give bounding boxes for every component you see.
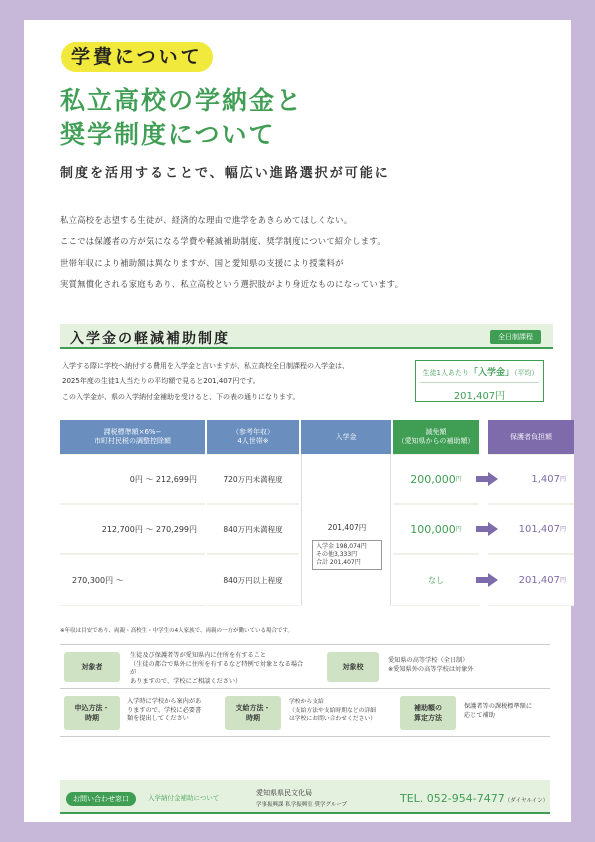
school-label: 対象校 bbox=[327, 652, 379, 682]
info-divider bbox=[60, 644, 550, 645]
criteria-line: 応じて補助 bbox=[464, 711, 495, 719]
contact-org: 愛知県県民文化局 bbox=[256, 789, 312, 797]
page-subtitle: 制度を活用することで、幅広い進路選択が可能に bbox=[60, 166, 390, 181]
average-key: 「入学金」 bbox=[468, 368, 514, 378]
intro-line: 実質無償化される家庭もあり、私立高校という選択肢がより身近なものになっています。 bbox=[60, 278, 404, 289]
average-fee-box bbox=[415, 360, 544, 402]
target-label: 対象者 bbox=[64, 652, 120, 682]
apply-line: 類を提出してください bbox=[127, 715, 189, 722]
fee-total: 201,407円 bbox=[327, 523, 367, 532]
description-line: 入学する際に学校へ納付する費用を入学金と言いますが、私立高校全日制課程の入学金は、 bbox=[62, 362, 349, 370]
reduction-value: 100,000 bbox=[410, 522, 456, 536]
tax-range: 270,300円 〜 bbox=[60, 555, 205, 605]
header-tax: 課税標準額×6%− 市町村民税の調整控除額 bbox=[60, 420, 205, 454]
contact-tag: お問い合わせ窓口 bbox=[66, 792, 136, 806]
payment-line: 学校から支給 bbox=[289, 699, 324, 705]
tel-dial: （ダイヤルイン） bbox=[504, 798, 549, 804]
yen-unit: 円 bbox=[559, 576, 566, 584]
payment-line: は学校にお問い合わせください） bbox=[289, 716, 376, 722]
income-range: 720万円未満程度 bbox=[207, 455, 299, 503]
course-tag: 全日制課程 bbox=[490, 330, 541, 344]
criteria-line: 保護者等の課税標準額に bbox=[464, 703, 533, 710]
contact-dept: 学事振興課 私学振興室 奨学グループ bbox=[256, 802, 348, 808]
fee-breakdown-line: 入学金 198,074円 bbox=[316, 543, 367, 550]
title-line-2: 奨学制度について bbox=[60, 120, 276, 149]
page-sheet bbox=[24, 20, 571, 822]
fee-breakdown-line: 合計 201,407円 bbox=[316, 559, 361, 566]
average-prefix: 生徒1人あたり bbox=[422, 369, 469, 377]
school-text bbox=[388, 657, 548, 674]
reduction-value: 200,000 bbox=[410, 472, 456, 486]
contact-bar bbox=[60, 780, 550, 814]
arrow-right-icon bbox=[476, 472, 498, 486]
yen-unit: 円 bbox=[559, 475, 566, 483]
income-range: 840万円未満程度 bbox=[207, 505, 299, 553]
info-divider bbox=[60, 688, 550, 689]
contact-subject: 入学納付金補助について bbox=[148, 794, 220, 802]
tel-number: TEL. 052-954-7477 bbox=[400, 792, 505, 805]
intro-line: 世帯年収により補助額は異なりますが、国と愛知県の支援により授業料が bbox=[60, 257, 344, 268]
average-divider bbox=[420, 382, 539, 383]
section-title: 入学金の軽減補助制度 bbox=[70, 331, 230, 347]
fee-breakdown bbox=[312, 540, 382, 570]
target-line: ありますので、学校にご相談ください） bbox=[130, 677, 242, 685]
apply-line: りますので、学校に必要書 bbox=[127, 706, 202, 714]
payment-value: 1,407 bbox=[531, 473, 560, 485]
header-fee: 入学金 bbox=[301, 420, 391, 454]
payment-line: （支給方法や支給時期などの詳細 bbox=[289, 707, 376, 714]
payment-method-label: 支給方法・ 時期 bbox=[225, 696, 281, 730]
yen-unit: 円 bbox=[559, 525, 566, 533]
description-line: 2025年度の生徒1人当たりの平均額で見ると201,407円です。 bbox=[62, 377, 260, 386]
description-line: この入学金が、県の入学納付金補助を受けると、下の表の通りになります。 bbox=[62, 392, 300, 401]
intro-text bbox=[60, 210, 540, 295]
payment-method-text bbox=[289, 698, 394, 724]
reduction-amount bbox=[393, 555, 479, 605]
payment-amount bbox=[488, 455, 574, 503]
apply-label: 申込方法・ 時期 bbox=[64, 696, 120, 730]
contact-tel bbox=[400, 792, 548, 805]
target-line: 生徒及び保護者等が愛知県内に住所を有すること bbox=[130, 652, 267, 659]
reduction-value: なし bbox=[428, 575, 444, 585]
arrow-right-icon bbox=[476, 522, 498, 536]
income-range: 840万円以上程度 bbox=[207, 555, 299, 605]
tax-range: 0円 〜 212,699円 bbox=[60, 455, 205, 503]
reduction-amount bbox=[393, 505, 479, 553]
payment-value: 201,407 bbox=[518, 574, 560, 586]
title-line-1: 私立高校の学納金と bbox=[60, 86, 304, 115]
average-label bbox=[420, 365, 541, 378]
header-reduction: 減免額 （愛知県からの補助額） bbox=[393, 420, 479, 454]
reduction-amount bbox=[393, 455, 479, 503]
school-line: ※愛知県外の高等学校は対象外 bbox=[388, 665, 474, 673]
school-line: 愛知県の高等学校（全日制） bbox=[388, 657, 469, 664]
criteria-label: 補助額の 算定方法 bbox=[400, 696, 456, 730]
apply-text bbox=[127, 698, 217, 724]
average-suffix: （平均） bbox=[513, 369, 539, 377]
yen-unit: 円 bbox=[455, 525, 462, 533]
header-income: （参考年収） 4人世帯※ bbox=[207, 420, 299, 454]
intro-line: ここでは保護者の方が気になる学費や軽減補助制度、奨学制度について紹介します。 bbox=[60, 236, 386, 247]
apply-line: 入学時に学校から案内があ bbox=[127, 698, 202, 705]
average-value: 201,407円 bbox=[453, 391, 506, 402]
yen-unit: 円 bbox=[455, 475, 462, 483]
info-divider bbox=[60, 736, 550, 737]
header-payment: 保護者負担額 bbox=[488, 420, 574, 454]
income-note: ※年収は目安であり、両親・高校生・中学生の4人家族で、両親の一方が働いている場合です。 bbox=[60, 628, 294, 634]
criteria-text bbox=[464, 703, 549, 720]
topic-badge: 学費について bbox=[61, 42, 213, 72]
page-title bbox=[60, 84, 303, 152]
intro-line: 私立高校を志望する生徒が、経済的な理由で進学をあきらめてほしくない。 bbox=[60, 215, 353, 225]
target-line: （生徒の都合で県外に住所を有するなど特例で対象となる場合が bbox=[130, 660, 304, 676]
fee-column bbox=[301, 454, 391, 606]
fee-breakdown-line: その他3,333円 bbox=[316, 551, 358, 558]
section-header bbox=[60, 324, 553, 349]
arrow-right-icon bbox=[476, 573, 498, 587]
payment-amount bbox=[488, 555, 574, 605]
payment-amount bbox=[488, 505, 574, 553]
target-text bbox=[130, 652, 305, 686]
payment-value: 101,407 bbox=[518, 523, 560, 535]
section-description bbox=[62, 359, 402, 405]
tax-range: 212,700円 〜 270,299円 bbox=[60, 505, 205, 553]
